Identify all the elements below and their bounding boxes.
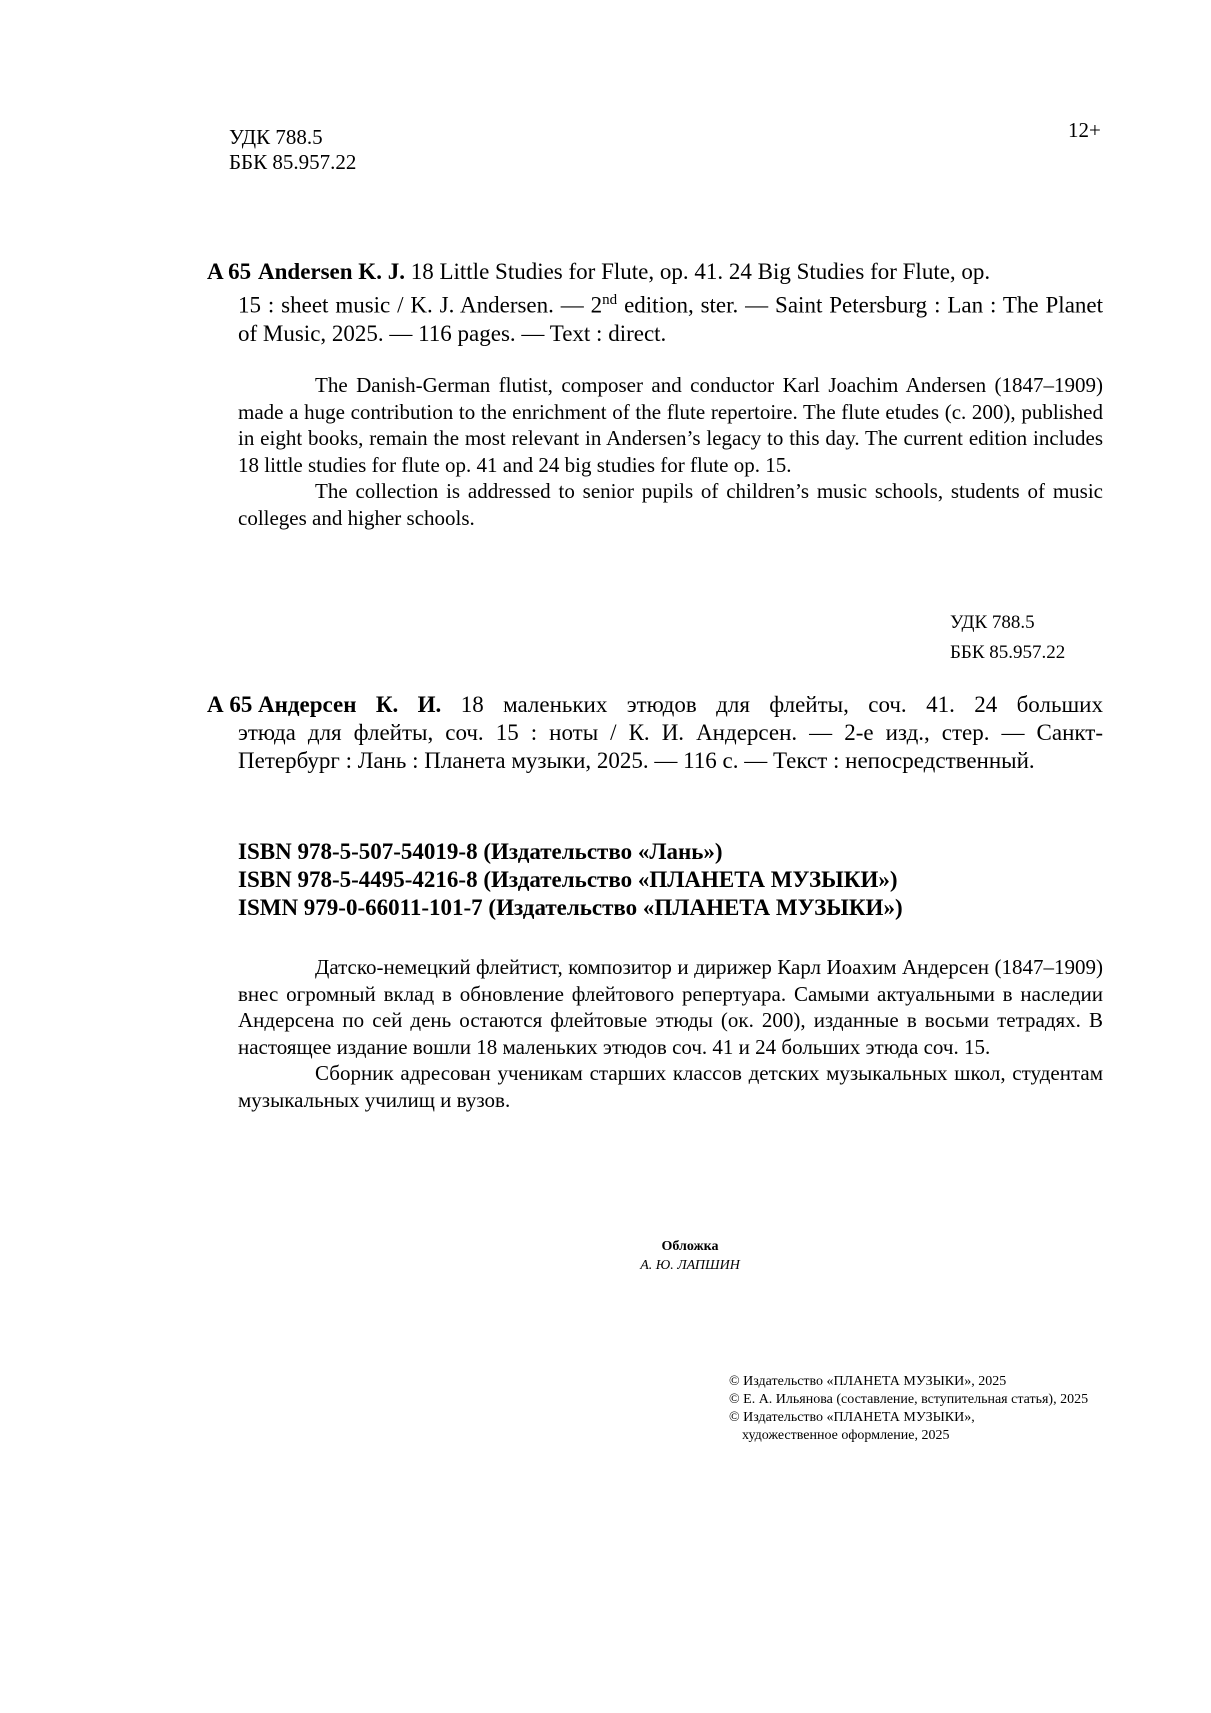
abstract-en [238, 372, 1103, 531]
copyright-line: © Издательство «ПЛАНЕТА МУЗЫКИ», 2025 [729, 1374, 1007, 1389]
isbn-line: ISBN 978-5-4495-4216-8 (Издательство «ПЛАНЕТА МУЗЫКИ») [238, 867, 898, 892]
abstract-ru [238, 954, 1103, 1113]
udk-code: УДК 788.5 [950, 612, 1035, 633]
mid-classification-codes [950, 608, 1065, 668]
abstract-paragraph: The collection is addressed to senior pupils of children’s music schools, students of music colleges and higher schools. [238, 479, 1103, 530]
author-name: Andersen K. J. [258, 259, 405, 284]
entry-continuation [207, 286, 1103, 348]
entry-first-line [258, 691, 1103, 719]
author-sign-code: А 65 [207, 692, 253, 717]
abstract-paragraph: Датско-немецкий флейтист, композитор и дирижер Карл Иоахим Андерсен (1847–1909) внес огромный вклад в обновление флейтового репертуара. Самыми актуальными в наследии Андерсена по сей день остаются флейтовые этюды (ок. 200), изданные в восьми тетрадях. В настоящее издание вошли 18 маленьких этюдов соч. 41 и 24 больших этюда соч. 15. [238, 955, 1103, 1059]
entry-first-line [258, 258, 1103, 286]
copyright-line: художественное оформление, 2025 [742, 1428, 950, 1443]
entry-cont-b: edition, ster. — Saint Petersburg : Lan : The Planet of Music, 2025. — 116 pages. — Text : direct. [238, 292, 1103, 346]
author-name: Андерсен К. И. [258, 692, 442, 717]
top-classification-codes [229, 125, 356, 175]
isbn-block [238, 838, 903, 922]
copyright-line: © Издательство «ПЛАНЕТА МУЗЫКИ», [729, 1410, 975, 1425]
copyright-line: © Е. А. Ильянова (составление, вступительная статья), 2025 [729, 1392, 1089, 1407]
copyright-block [729, 1373, 1089, 1445]
author-sign-code: A 65 [207, 259, 252, 284]
bbk-code: ББК 85.957.22 [229, 150, 357, 174]
age-rating: 12+ [1068, 118, 1101, 142]
cover-designer: А. Ю. ЛАПШИН [640, 1258, 740, 1273]
ismn-line: ISMN 979-0-66011-101-7 (Издательство «ПЛАНЕТА МУЗЫКИ») [238, 895, 903, 920]
edition-superscript: nd [602, 292, 618, 308]
abstract-paragraph: Сборник адресован ученикам старших классов детских музыкальных школ, студентам музыкальных училищ и вузов. [238, 1061, 1103, 1112]
entry-continuation: этюда для флейты, соч. 15 : ноты / К. И. Андерсен. — 2-е изд., стер. — Санкт-Петербург : Лань : Планета музыки, 2025. — 116 с. — Текст : непосредственный. [238, 720, 1103, 773]
entry-cont-a: 15 : sheet music / K. J. Andersen. — 2 [238, 292, 603, 318]
bbk-code: ББК 85.957.22 [950, 642, 1066, 663]
cover-credit [560, 1237, 820, 1275]
catalog-entry-en [207, 258, 1103, 348]
abstract-paragraph: The Danish-German flutist, composer and conductor Karl Joachim Andersen (1847–1909) made a huge contribution to the enrichment of the flute repertoire. The flute etudes (c. 200), published in eight books, remain the most relevant in Andersen’s legacy to this day. The current edition includes 18 little studies for flute op. 41 and 24 big studies for flute op. 15. [238, 373, 1103, 477]
catalog-entry-ru [207, 691, 1103, 775]
title-text: 18 маленьких этюдов для флейты, соч. 41. 24 больших [460, 692, 1103, 717]
isbn-line: ISBN 978-5-507-54019-8 (Издательство «Лань») [238, 839, 723, 864]
cover-label: Обложка [661, 1239, 719, 1254]
title-text: 18 Little Studies for Flute, op. 41. 24 Big Studies for Flute, op. [410, 259, 991, 284]
udk-code: УДК 788.5 [229, 125, 323, 149]
